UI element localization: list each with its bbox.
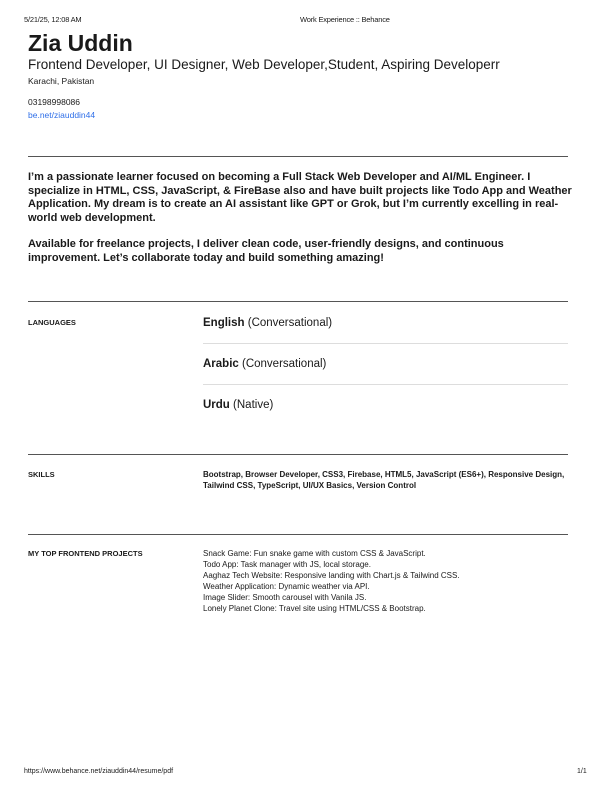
about-paragraph-1: I’m a passionate learner focused on becoming a Full Stack Web Developer and AI/ML Engineer. I specialize in HTML, CSS, JavaScript, & FireBase also and have built projects like Todo App and Weather Application. My dream is to create an AI assistant like GPT or Grok, but I’m currently excelling in real-world web development. (28, 171, 572, 224)
profile-phone: 03198998086 (28, 97, 81, 107)
language-item: Urdu (Native) (203, 399, 274, 411)
project-item: Image Slider: Smooth carousel with Vanila JS. (203, 593, 367, 602)
language-item: Arabic (Conversational) (203, 358, 327, 370)
language-item: English (Conversational) (203, 317, 333, 329)
project-item: Aaghaz Tech Website: Responsive landing with Chart.js & Tailwind CSS. (203, 571, 460, 580)
divider (28, 156, 568, 157)
divider (28, 301, 568, 302)
page-number: 1/1 (577, 768, 587, 775)
divider (28, 534, 568, 535)
project-item: Lonely Planet Clone: Travel site using HTML/CSS & Bootstrap. (203, 604, 426, 613)
profile-headline: Frontend Developer, UI Designer, Web Developer,Student, Aspiring Developerr (28, 57, 500, 72)
profile-name: Zia Uddin (28, 30, 133, 56)
skills-label: SKILLS (28, 470, 55, 479)
profile-location: Karachi, Pakistan (28, 76, 95, 86)
divider (28, 454, 568, 455)
skills-list: Bootstrap, Browser Developer, CSS3, Firebase, HTML5, JavaScript (ES6+), Responsive Design, Tailwind CSS, TypeScript, UI/UX Basics, Version Control (203, 470, 565, 490)
profile-link[interactable]: be.net/ziauddin44 (28, 110, 96, 120)
project-item: Todo App: Task manager with JS, local storage. (203, 560, 371, 569)
project-item: Weather Application: Dynamic weather via API. (203, 582, 370, 591)
project-item: Snack Game: Fun snake game with custom CSS & JavaScript. (203, 549, 426, 558)
divider (203, 343, 568, 344)
languages-label: LANGUAGES (28, 318, 76, 327)
print-title: Work Experience :: Behance (300, 15, 390, 24)
about-paragraph-2: Available for freelance projects, I deliver clean code, user-friendly designs, and continuous improvement. Let’s collaborate today and build something amazing! (28, 238, 504, 264)
projects-label: MY TOP FRONTEND PROJECTS (28, 549, 143, 558)
divider (203, 384, 568, 385)
about-section (28, 171, 573, 265)
print-url: https://www.behance.net/ziauddin44/resume/pdf (24, 768, 174, 775)
print-date: 5/21/25, 12:08 AM (24, 15, 82, 24)
projects-list (203, 548, 460, 614)
